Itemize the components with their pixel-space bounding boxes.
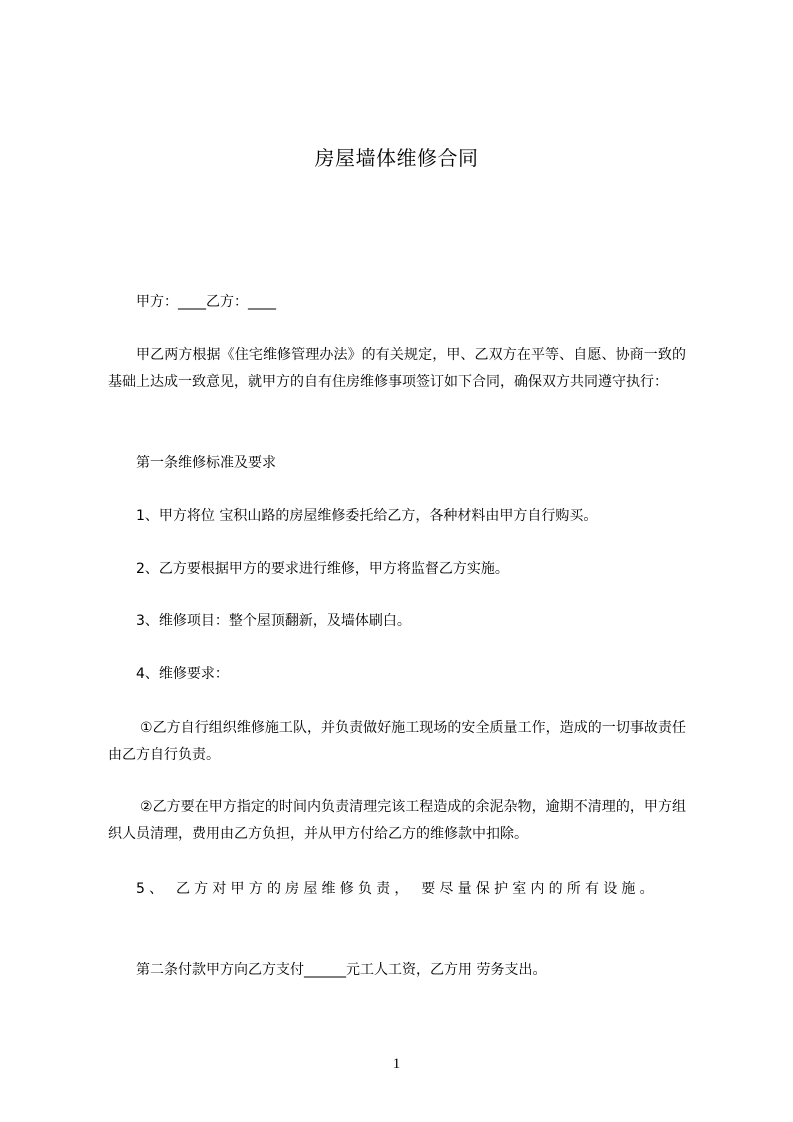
clause-item-5: 5、 乙方对甲方的房屋维修负责， 要尽量保护室内的所有设施。	[136, 881, 658, 897]
parties-line: 甲方：____乙方：____	[136, 294, 276, 310]
requirement-1: ①乙方自行组织维修施工队，并负责做好施工现场的安全质量工作，造成的一切事故责任由乙方自行负责。	[108, 720, 686, 763]
clause-item-2: 2、乙方要根据甲方的要求进行维修，甲方将监督乙方实施。	[136, 561, 509, 577]
article-1-heading: 第一条维修标准及要求	[136, 455, 276, 471]
clause-item-3: 3、维修项目：整个屋顶翻新，及墙体刷白。	[136, 613, 411, 629]
intro-paragraph: 甲乙两方根据《住宅维修管理办法》的有关规定，甲、乙双方在平等、自愿、协商一致的基础上达成一致意见，就甲方的自有住房维修事项签订如下合同，确保双方共同遵守执行：	[108, 347, 686, 390]
clause-item-4: 4、维修要求：	[136, 666, 229, 682]
document-title: 房屋墙体维修合同	[314, 146, 479, 170]
requirement-2: ②乙方要在甲方指定的时间内负责清理完该工程造成的余泥杂物，逾期不清理的，甲方组织人员清理，费用由乙方负担，并从甲方付给乙方的维修款中扣除。	[108, 799, 686, 842]
page-number: 1	[392, 1056, 401, 1072]
article-2-payment: 第二条付款甲方向乙方支付______元工人工资，乙方用 劳务支出。	[136, 962, 547, 978]
clause-item-1: 1、甲方将位 宝积山路的房屋维修委托给乙方，各种材料由甲方自行购买。	[136, 508, 598, 524]
